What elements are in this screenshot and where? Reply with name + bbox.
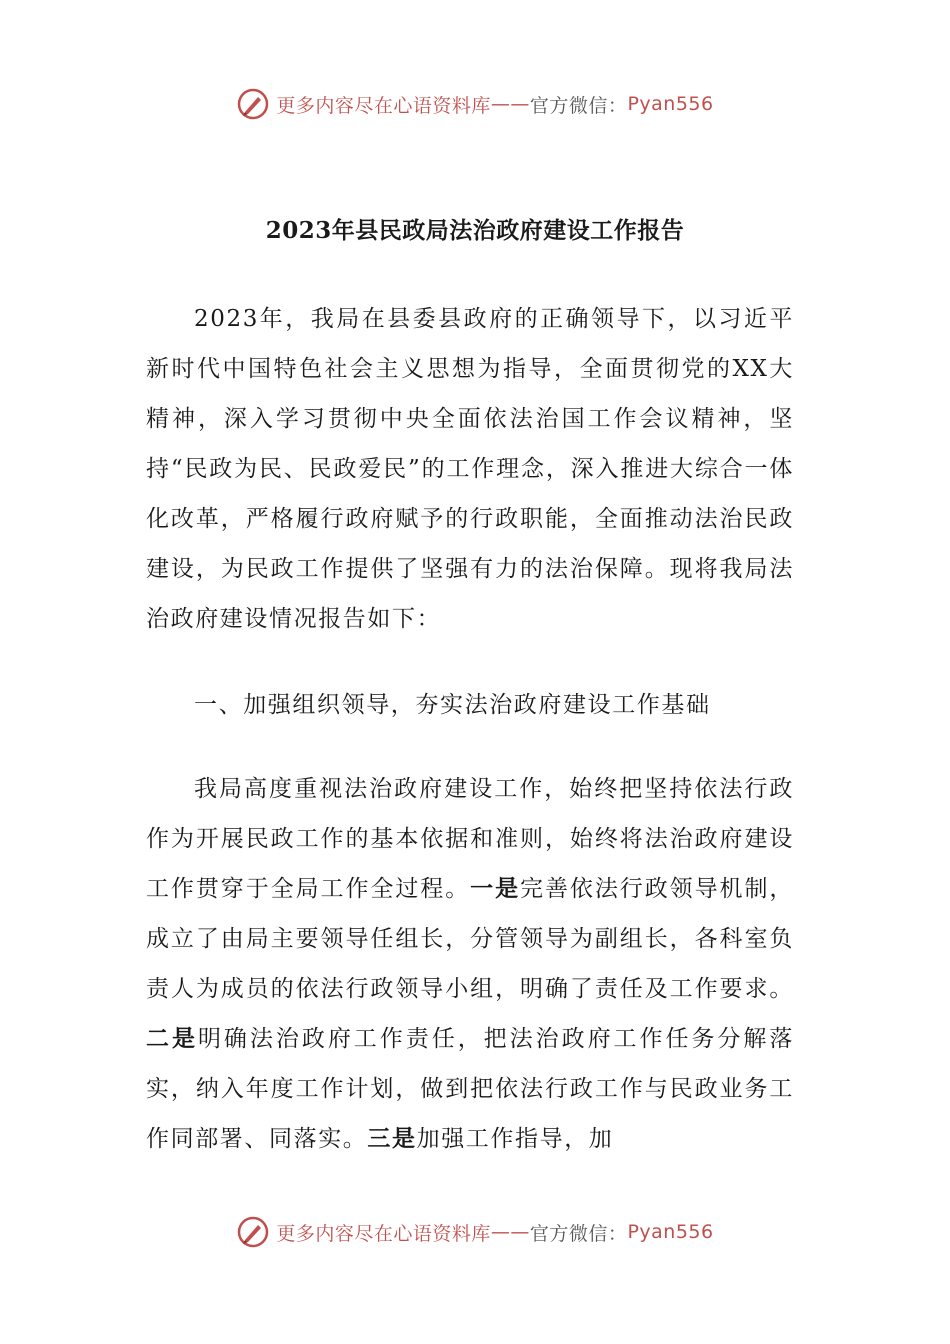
wechat-label: 官方微信： — [529, 94, 628, 117]
pen-logo-icon — [236, 1215, 270, 1249]
header-watermark — [0, 84, 950, 124]
section-heading-1 — [146, 680, 794, 730]
watermark-text: 更多内容尽在心语资料库 — [276, 1222, 491, 1245]
point3-text: 加强工作指导，加 — [416, 1126, 614, 1152]
wechat-label: 官方微信： — [529, 1222, 628, 1245]
wechat-id: Pyan556 — [627, 1221, 714, 1243]
paragraph-section-1 — [146, 764, 794, 1164]
paragraph-intro: 2023年，我局在县委县政府的正确领导下，以习近平新时代中国特色社会主义思想为指导，全面贯彻党的XX大精神，深入学习贯彻中央全面依法治国工作会议精神，坚持“民政为民、民政爱民”的工作理念，深入推进大综合一体化改革，严格履行政府赋予的行政职能，全面推动法治民政建设，为民政工作提供了坚强有力的法治保障。现将我局法治政府建设情况报告如下： — [146, 306, 794, 632]
watermark-text: 更多内容尽在心语资料库 — [276, 94, 491, 117]
watermark-separator: —— — [490, 1221, 530, 1243]
point3-label: 三是 — [367, 1125, 417, 1152]
point1-text: 完善依法行政领导机制，成立了由局主要领导任组长，分管领导为副组长，各科室负责人为成员的依法行政领导小组，明确了责任及工作要求。 — [146, 876, 794, 1002]
document-title: 2023年县民政局法治政府建设工作报告 — [265, 217, 685, 244]
wechat-id: Pyan556 — [627, 93, 714, 115]
footer-watermark — [0, 1212, 950, 1252]
point2-text: 明确法治政府工作责任，把法治政府工作任务分解落实，纳入年度工作计划，做到把依法行政工作与民政业务工作同部署、同落实。 — [146, 1026, 794, 1152]
paragraph-section-1-intro: 我局高度重视法治政府建设工作，始终把坚持依法行政作为开展民政工作的基本依据和准则，始终将法治政府建设工作贯穿于全局工作全过程。 — [146, 776, 794, 902]
watermark-separator: —— — [490, 93, 530, 115]
section-heading-1-text: 一、加强组织领导，夯实法治政府建设工作基础 — [194, 692, 711, 718]
point2-label: 二是 — [146, 1025, 198, 1052]
pen-logo-icon — [236, 87, 270, 121]
point1-label: 一是 — [470, 875, 521, 902]
